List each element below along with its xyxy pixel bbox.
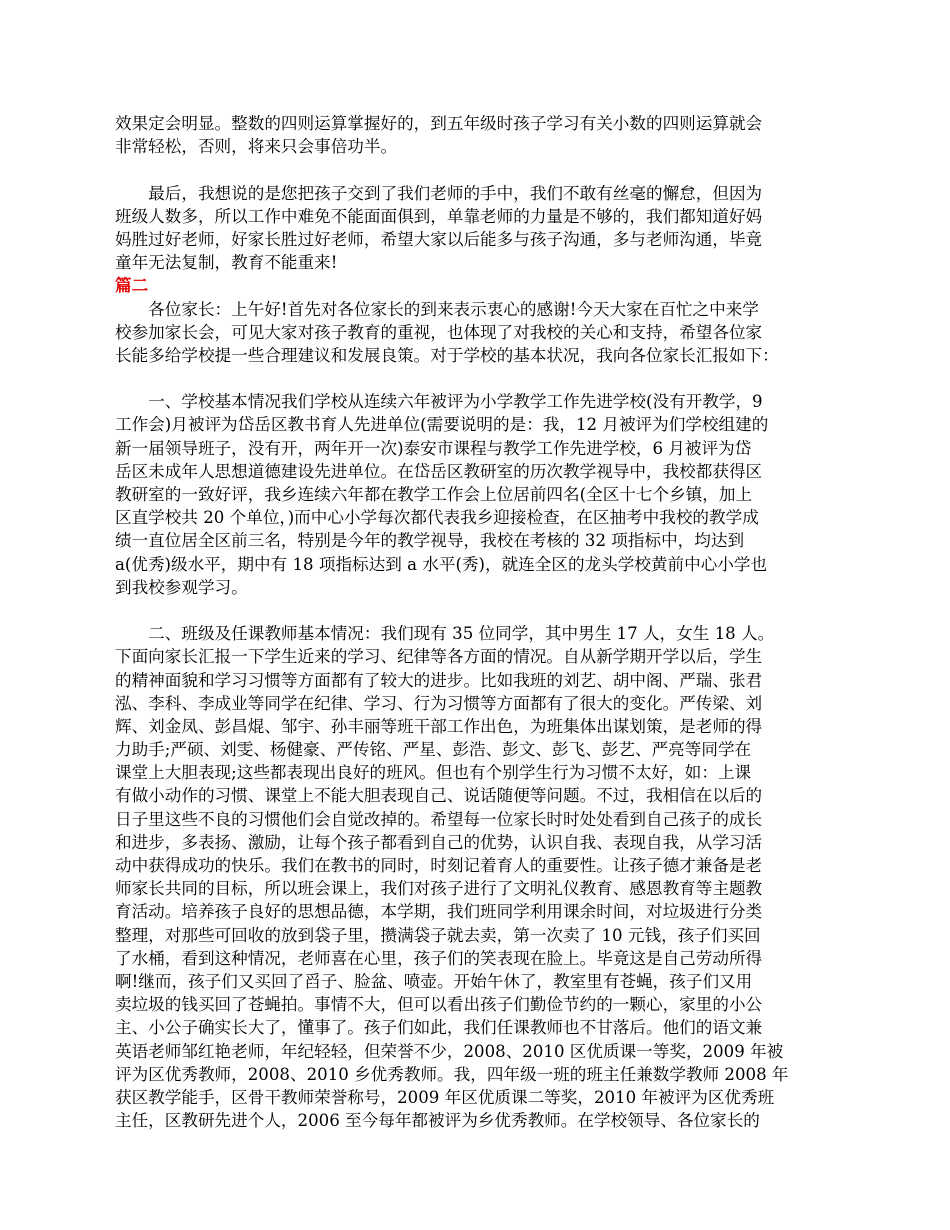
text-line: 主、小公子确实长大了，懂事了。孩子们如此，我们任课教师也不甘落后。他们的语文兼 xyxy=(115,1018,763,1038)
text-line: 教研室的一致好评，我乡连续六年都在教学工作会上位居前四名(全区十七个乡镇，加上 xyxy=(115,485,753,504)
text-line: 英语老师邹红艳老师，年纪轻轻，但荣誉不少，2008、2010 区优质课一等奖，2009 年被 xyxy=(115,1041,784,1061)
text-line xyxy=(115,1132,837,1155)
text-line: 啊!继而，孩子们又买回了舀子、脸盆、喷壶。开始午休了，教室里有苍蝇，孩子们又用 xyxy=(115,971,753,991)
text-line: 辉、刘金凤、彭昌焜、邹宇、孙丰丽等班干部工作出色，为班集体出谋划策，是老师的得 xyxy=(115,716,763,736)
text-line: 到我校参观学习。 xyxy=(115,577,248,597)
text-line: 童年无法复制，教育不能重来! xyxy=(115,253,338,273)
text-line: 最后，我想说的是您把孩子交到了我们老师的手中，我们不敢有丝毫的懈怠，但因为 xyxy=(115,183,763,203)
blank-line xyxy=(115,599,837,622)
text-line: 班级人数多，所以工作中难免不能面面俱到，单靠老师的力量是不够的，我们都知道好妈 xyxy=(115,206,763,226)
section-heading: 篇二 xyxy=(115,275,149,296)
text-line: 新一届领导班子，没有开，两年开一次)泰安市课程与教学工作先进学校，6 月被评为岱 xyxy=(115,438,752,458)
text-line: 效果定会明显。整数的四则运算掌握好的，到五年级时孩子学习有关小数的四则运算就会 xyxy=(115,114,763,133)
text-line: 非常轻松，否则，将来只会事倍功半。 xyxy=(115,137,398,157)
text-line: 校参加家长会，可见大家对孩子教育的重视，也体现了对我校的关心和支持，希望各位家 xyxy=(115,322,763,342)
text-line: 主任，区教研先进个人，2006 至今每年都被评为乡优秀教师。在学校领导、各位家长的 xyxy=(115,1111,760,1131)
text-line: 有做小动作的习惯、课堂上不能大胆表现自己、说话随便等问题。不过，我相信在以后的 xyxy=(115,786,763,806)
text-line: 育活动。培养孩子良好的思想品德，本学期，我们班同学利用课余时间，对垃圾进行分类 xyxy=(115,902,763,922)
document-page xyxy=(115,112,837,1155)
text-line: 课堂上大胆表现;这些都表现出良好的班风。但也有个别学生行为习惯不太好，如：上课 xyxy=(115,763,752,783)
text-line: 妈胜过好老师，好家长胜过好老师，希望大家以后能多与孩子沟通，多与老师沟通，毕竟 xyxy=(115,229,763,249)
text-line: 工作会)月被评为岱岳区教书育人先进单位(需要说明的是：我，12 月被评为们学校组建的 xyxy=(115,415,769,435)
text-line: 长能多给学校提一些合理建议和发展良策。对于学校的基本状况，我向各位家长汇报如下： xyxy=(115,345,779,365)
text-line: 了水桶，看到这种情况，老师喜在心里，孩子们的笑表现在脸上。毕竟这是自己劳动所得 xyxy=(115,948,763,968)
text-line: 岳区未成年人思想道德建设先进单位。在岱岳区教研室的历次教学视导中，我校都获得区 xyxy=(115,461,763,481)
text-line: 泓、李科、李成业等同学在纪律、学习、行为习惯等方面都有了很大的变化。严传梁、刘 xyxy=(115,693,763,713)
text-line: 各位家长：上午好!首先对各位家长的到来表示衷心的感谢!今天大家在百忙之中来学 xyxy=(115,299,759,319)
text-line: 动中获得成功的快乐。我们在教书的同时，时刻记着育人的重要性。让孩子德才兼备是老 xyxy=(115,856,763,875)
text-line: 区直学校共 20 个单位，)而中心小学每次都代表我乡迎接检查，在区抽考中我校的教学成 xyxy=(115,508,759,528)
blank-line xyxy=(115,158,837,181)
text-line: 绩一直位居全区前三名，特别是今年的教学视导，我校在考核的 32 项指标中，均达到 xyxy=(115,531,745,551)
text-line: 和进步，多表扬、激励，让每个孩子都看到自己的优势，认识自我、表现自我，从学习活 xyxy=(115,832,763,852)
blank-line xyxy=(115,367,837,390)
text-line: 二、班级及任课教师基本情况：我们现有 35 位同学，其中男生 17 人，女生 18 人。 xyxy=(115,624,775,644)
text-line: 获区教学能手，区骨干教师荣誉称号，2009 年区优质课二等奖，2010 年被评为区优秀班 xyxy=(115,1087,775,1107)
text-line: 一、学校基本情况我们学校从连续六年被评为小学教学工作先进学校(没有开教学，9 xyxy=(115,392,763,412)
text-line: 日子里这些不良的习惯他们会自觉改掉的。希望每一位家长时时处处看到自己孩子的成长 xyxy=(115,809,763,829)
text-line: 卖垃圾的钱买回了苍蝇拍。事情不大，但可以看出孩子们勤俭节约的一颗心，家里的小公 xyxy=(115,995,763,1015)
text-line: 力助手;严硕、刘雯、杨健豪、严传铭、严星、彭浩、彭文、彭飞、彭艺、严亮等同学在 xyxy=(115,740,752,760)
text-line: 师家长共同的目标，所以班会课上，我们对孩子进行了文明礼仪教育、感恩教育等主题教 xyxy=(115,879,763,899)
text-line: 评为区优秀教师，2008、2010 乡优秀教师。我，四年级一班的班主任兼数学教师 2008 年 xyxy=(115,1064,789,1084)
text-line: 整理，对那些可回收的放到袋子里，攒满袋子就去卖，第一次卖了 10 元钱，孩子们买回 xyxy=(115,925,761,945)
text-line: 下面向家长汇报一下学生近来的学习、纪律等各方面的情况。自从新学期开学以后，学生 xyxy=(115,647,763,667)
text-line: 的精神面貌和学习习惯等方面都有了较大的进步。比如我班的刘艺、胡中阁、严瑞、张君 xyxy=(115,670,763,690)
text-line: a(优秀)级水平，期中有 18 项指标达到 a 水平(秀)，就连全区的龙头学校黄前中心小学也 xyxy=(115,554,768,574)
